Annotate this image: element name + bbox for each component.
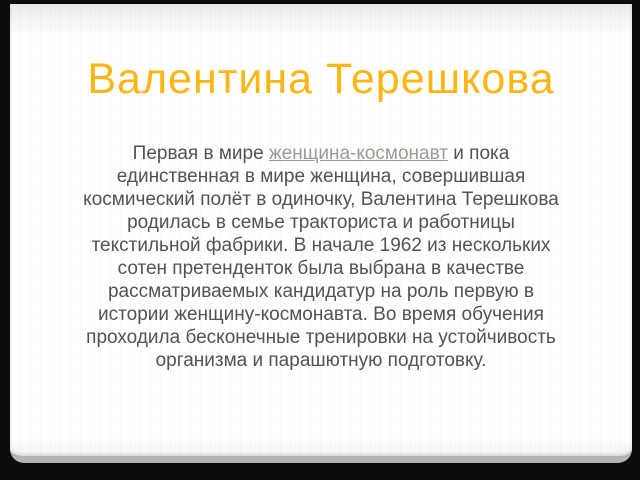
slide-title: Валентина Терешкова	[87, 55, 555, 103]
slide-paragraph	[75, 142, 567, 372]
paragraph-text-after-link: и пока единственная в мире женщина, совершившая космический полёт в одиночку, Валентина Терешкова родилась в семье тракториста и работницы текстильной фабрики. В начале 1962 из нескольких сотен претенденток была выбрана в качестве рассматриваемых кандидатур на роль первую в истории женщину-космонавта. Во время обучения проходила бесконечные тренировки на устойчивость организма и парашютную подготовку.	[83, 143, 559, 371]
woman-cosmonaut-link[interactable]: женщина-космонавт	[268, 143, 448, 164]
paragraph-text-before-link: Первая в мире	[132, 143, 269, 164]
presentation-slide	[10, 4, 632, 463]
